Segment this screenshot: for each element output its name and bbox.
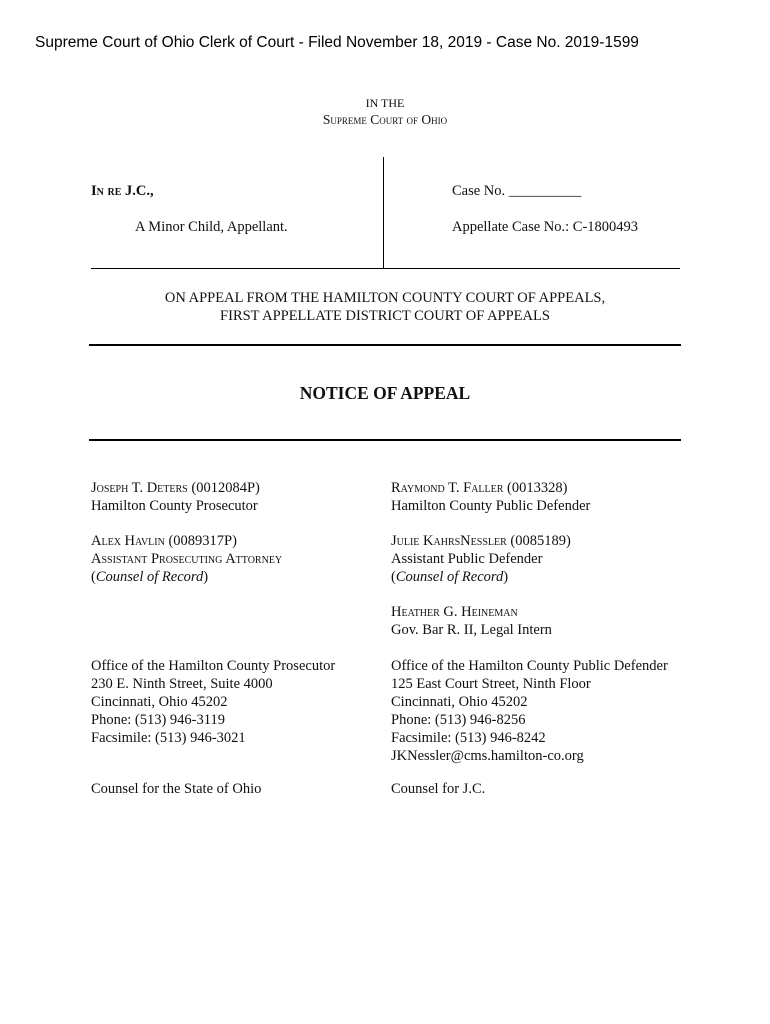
legal-intern-name: Heather G. Heineman	[391, 604, 518, 620]
counsel-of-record-label: Counsel of Record	[395, 569, 504, 585]
assistant-defender-title: Assistant Public Defender	[391, 551, 543, 567]
state-counsel-block: Joseph T. Deters (0012084P) Hamilton County Prosecutor Alex Havlin (0089317P) Assistant Prosecuting Attorney (Counsel of Record)	[91, 480, 283, 585]
state-counsel-for: Counsel for the State of Ohio	[91, 781, 262, 797]
appellate-case-number: Appellate Case No.: C-1800493	[452, 219, 639, 235]
caption-bottom-rule	[91, 268, 680, 269]
document-title: NOTICE OF APPEAL	[299, 383, 471, 403]
defense-counsel-block: Raymond T. Faller (0013328) Hamilton County Public Defender Julie KahrsNessler (0085189) Assistant Public Defender (Counsel of Record) Heather G. Heineman Gov. Bar R. II, Legal Intern	[391, 480, 591, 638]
defender-fax: Facsimile: (513) 946-8242	[391, 730, 546, 746]
prosecutor-street: 230 E. Ninth Street, Suite 4000	[91, 676, 273, 692]
defender-street: 125 East Court Street, Ninth Floor	[391, 676, 591, 692]
filing-stamp-line: Supreme Court of Ohio Clerk of Court - Filed November 18, 2019 - Case No. 2019-1599	[35, 34, 639, 51]
prosecutor-phone: Phone: (513) 946-3119	[91, 712, 225, 728]
prosecutor-fax: Facsimile: (513) 946-3021	[91, 730, 246, 746]
counsel-of-record-label: Counsel of Record	[95, 569, 204, 585]
assistant-prosecutor-title: Assistant Prosecuting Attorney	[91, 551, 283, 567]
in-the-label: IN THE	[365, 96, 405, 110]
caption-divider	[383, 157, 384, 268]
appeal-from-line1: ON APPEAL FROM THE HAMILTON COUNTY COURT OF APPEALS,	[164, 290, 606, 306]
public-defender-name: Raymond T. Faller (0013328)	[391, 480, 568, 496]
defense-office-block	[391, 657, 668, 765]
rule-below-title	[89, 439, 681, 441]
assistant-prosecutor-name: Alex Havlin (0089317P)	[91, 533, 237, 549]
state-office-block	[91, 657, 335, 747]
appeal-from-line2: FIRST APPELLATE DISTRICT COURT OF APPEALS	[220, 308, 550, 324]
assistant-defender-name: Julie KahrsNessler (0085189)	[391, 533, 571, 549]
court-name: Supreme Court of Ohio	[322, 112, 448, 127]
party-description: A Minor Child, Appellant.	[135, 219, 288, 235]
prosecutor-title: Hamilton County Prosecutor	[91, 498, 258, 514]
defender-email: JKNessler@cms.hamilton-co.org	[391, 748, 584, 764]
prosecutor-name: Joseph T. Deters (0012084P)	[91, 480, 260, 496]
prosecutor-city: Cincinnati, Ohio 45202	[91, 694, 228, 710]
defender-city: Cincinnati, Ohio 45202	[391, 694, 528, 710]
defender-phone: Phone: (513) 946-8256	[391, 712, 526, 728]
defense-counsel-for: Counsel for J.C.	[391, 781, 486, 797]
prosecutor-office: Office of the Hamilton County Prosecutor	[91, 658, 336, 674]
party-name: In re J.C.,	[91, 183, 154, 199]
legal-intern-title: Gov. Bar R. II, Legal Intern	[391, 622, 552, 638]
defender-office: Office of the Hamilton County Public Defender	[391, 658, 668, 674]
case-number: Case No. __________	[452, 183, 582, 199]
rule-above-title	[89, 344, 681, 346]
public-defender-title: Hamilton County Public Defender	[391, 498, 591, 514]
